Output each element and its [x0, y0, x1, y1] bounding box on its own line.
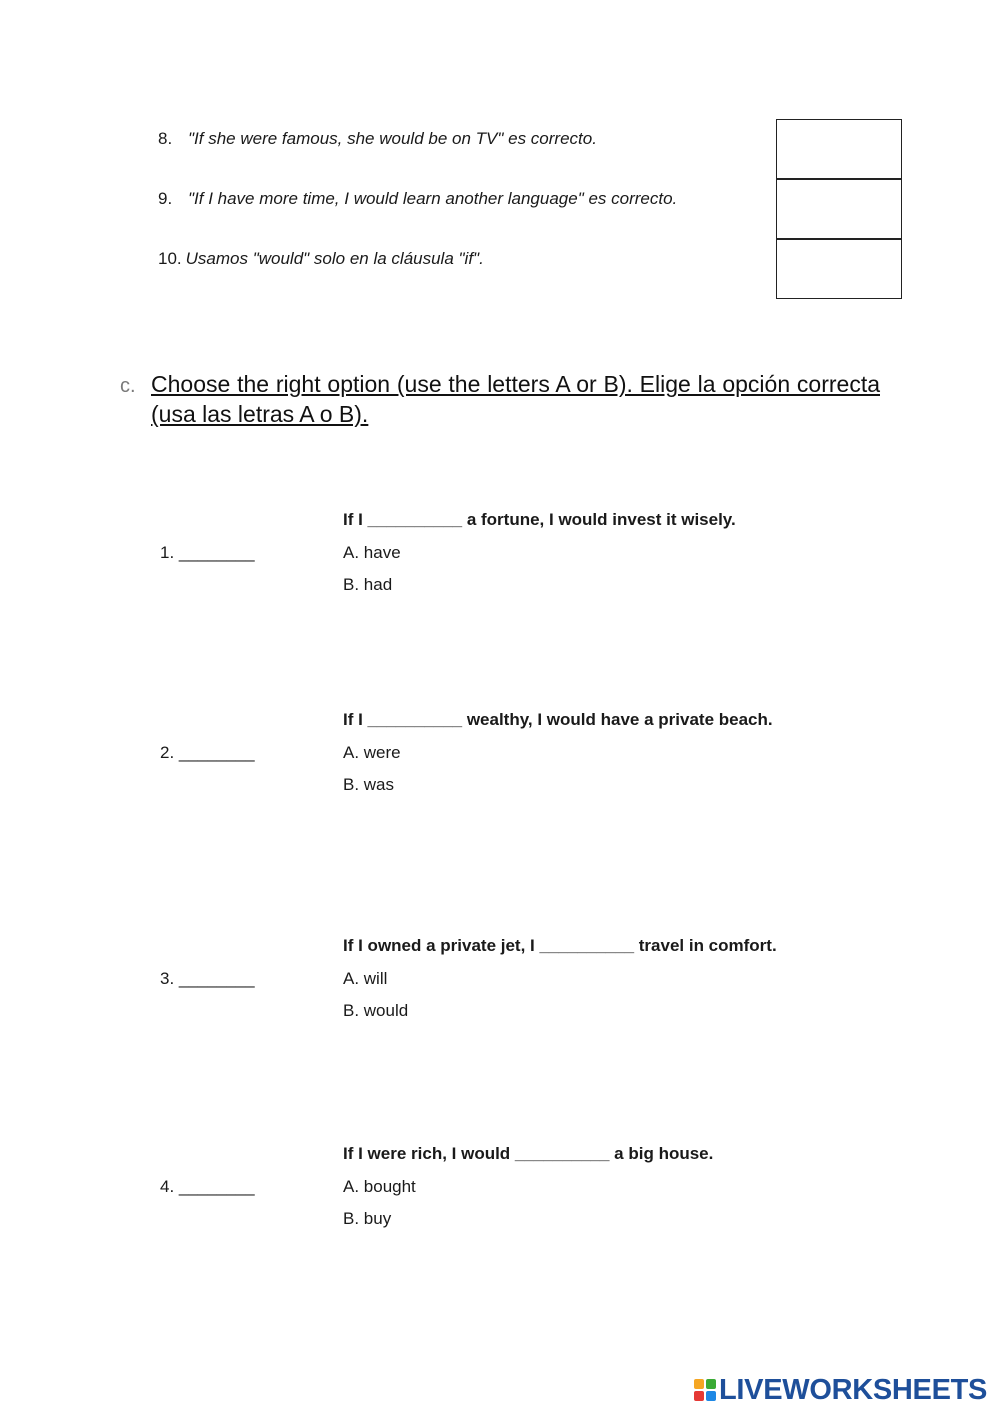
question-block-4: [0, 1144, 1000, 1254]
logo-square-icon: [706, 1391, 716, 1401]
statement-text: "If she were famous, she would be on TV" es correcto.: [188, 129, 597, 148]
logo-square-icon: [706, 1379, 716, 1389]
answer-blank[interactable]: 2. ________: [160, 743, 255, 762]
statement-number: 8.: [158, 129, 173, 148]
section-c-heading: [120, 369, 880, 429]
option-b: B. buy: [343, 1209, 392, 1228]
logo-square-icon: [694, 1391, 704, 1401]
liveworksheets-logo: [694, 1374, 987, 1406]
answer-box-10[interactable]: [776, 239, 902, 299]
logo-square-icon: [694, 1379, 704, 1389]
option-b: B. had: [343, 575, 393, 594]
section-letter: c.: [120, 375, 136, 397]
logo-grid-icon: [694, 1379, 716, 1401]
question-prompt: If I __________ wealthy, I would have a private beach.: [343, 710, 773, 729]
statement-number: 10.: [158, 249, 182, 268]
answer-blank[interactable]: 3. ________: [160, 969, 255, 988]
question-block-3: [0, 936, 1000, 1046]
question-prompt: If I owned a private jet, I __________ travel in comfort.: [343, 936, 777, 955]
answer-box-9[interactable]: [776, 179, 902, 239]
option-b: B. was: [343, 775, 395, 794]
statement-item-9: [158, 189, 677, 209]
question-block-2: [0, 710, 1000, 820]
statement-text: "If I have more time, I would learn another language" es correcto.: [188, 189, 678, 208]
answer-blank[interactable]: 1. ________: [160, 543, 255, 562]
option-a: A. have: [343, 543, 401, 562]
section-instruction: Choose the right option (use the letters A or B). Elige la opción correcta (usa las letras A o B).: [151, 371, 880, 427]
answer-box-8[interactable]: [776, 119, 902, 179]
question-block-1: [0, 510, 1000, 620]
option-a: A. will: [343, 969, 388, 988]
statement-text: Usamos "would" solo en la cláusula "if".: [185, 249, 484, 268]
statement-number: 9.: [158, 189, 173, 208]
option-b: B. would: [343, 1001, 409, 1020]
question-prompt: If I __________ a fortune, I would invest it wisely.: [343, 510, 736, 529]
statement-item-10: [158, 249, 484, 269]
question-prompt: If I were rich, I would __________ a big house.: [343, 1144, 714, 1163]
answer-blank[interactable]: 4. ________: [160, 1177, 255, 1196]
option-a: A. bought: [343, 1177, 416, 1196]
option-a: A. were: [343, 743, 401, 762]
statement-item-8: [158, 129, 597, 149]
logo-text: LIVEWORKSHEETS: [719, 1373, 988, 1406]
